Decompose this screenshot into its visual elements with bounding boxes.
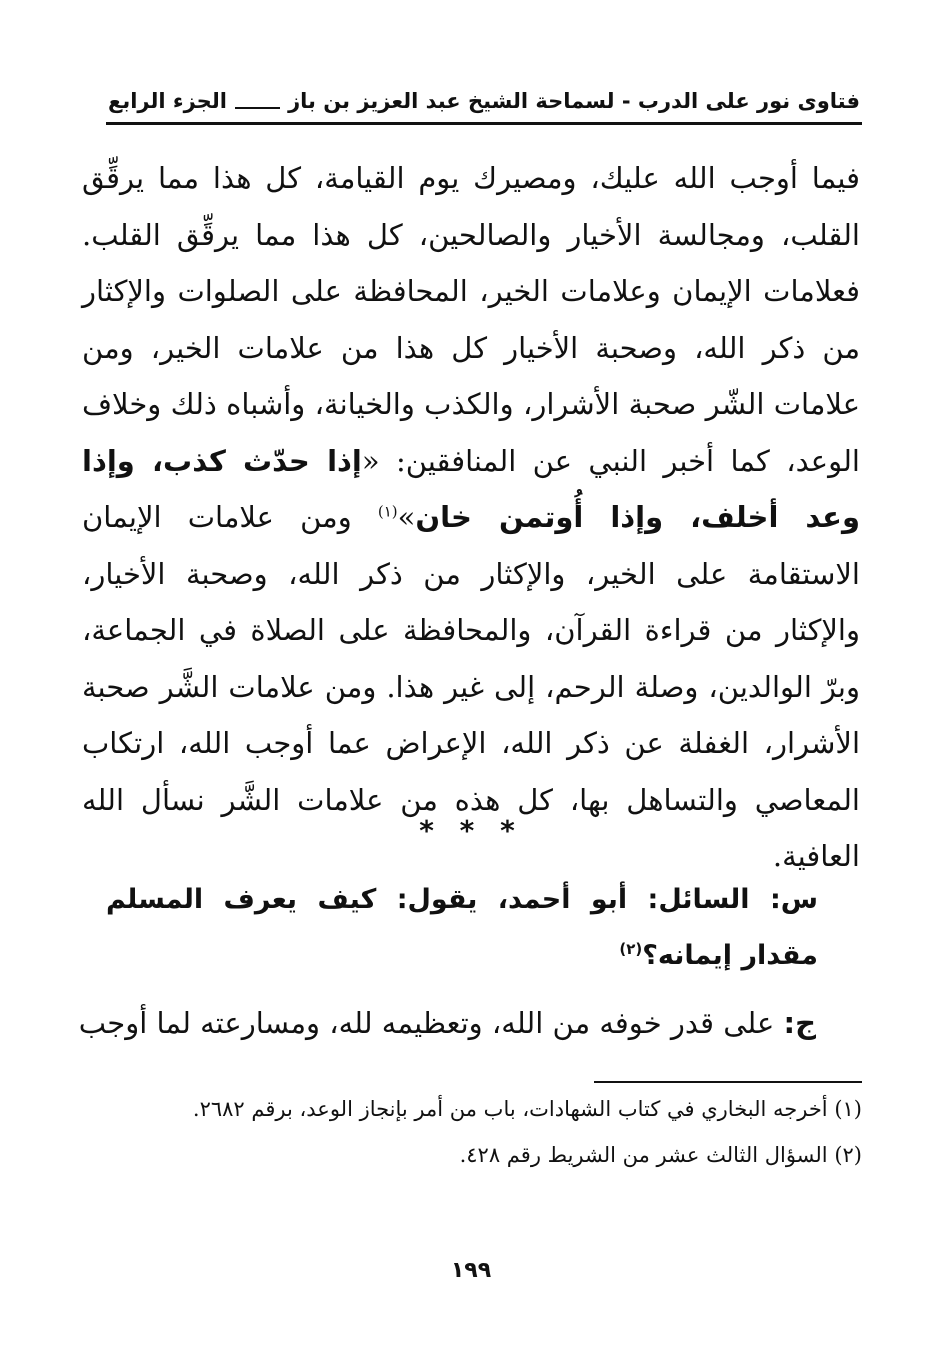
answer-continuation-paragraph	[82, 150, 860, 885]
footnote-2: (٢) السؤال الثالث عشر من الشريط رقم ٤٢٨.	[459, 1143, 862, 1167]
header-separator	[106, 122, 862, 125]
footnote-rule	[594, 1081, 862, 1083]
main-text	[82, 150, 860, 885]
section-separator: * * *	[419, 814, 523, 847]
question-marker: س:	[769, 884, 818, 915]
footnotes	[82, 1088, 862, 1180]
footnote-ref-2: (٢)	[619, 940, 643, 958]
header-rule	[235, 93, 280, 109]
paragraph-text: فيما أوجب الله عليك، ومصيرك يوم القيامة، كل هذا مما يرقِّق القلب، ومجالسة الأخيار والصالحين، كل هذا مما يرقِّق القلب. فعلامات الإيمان وعلامات الخير، المحافظة على الصلوات والإكثار من ذكر الله، وصحبة الأخيار كل هذا من علامات الخير، ومن علامات الشّر صحبة الأشرار، والكذب والخيانة، وأشباه ذلك وخلاف الوعد، كما أخبر النبي عن المنافقين: «	[82, 161, 860, 478]
page-number: ١٩٩	[450, 1258, 492, 1283]
answer-marker: ج:	[783, 1006, 816, 1040]
footnote-ref-1: (١)	[377, 502, 398, 521]
question-block	[106, 872, 818, 984]
footnote-1: (١) أخرجه البخاري في كتاب الشهادات، باب من أمر بإنجاز الوعد، برقم ٢٦٨٢.	[192, 1097, 862, 1121]
paragraph-text-continued: ومن علامات الإيمان الاستقامة على الخير، والإكثار من ذكر الله، وصحبة الأخيار، والإكثار من قراءة القرآن، والمحافظة على الصلاة في الجماعة، وبرّ الوالدين، وصلة الرحم، إلى غير هذا. ومن علامات الشَّر صحبة الأشرار، الغفلة عن ذكر الله، الإعراض عما أوجب الله، ارتكاب المعاصي والتساهل بها، كل هذه من علامات الشَّر نسأل الله العافية.	[82, 500, 860, 873]
quote-close: »	[397, 500, 416, 534]
question-text: السائل: أبو أحمد، يقول: كيف يعرف المسلم مقدار إيمانه؟	[106, 884, 818, 971]
header-book-title: فتاوى نور على الدرب - لسماحة الشيخ عبد العزيز بن باز	[288, 89, 860, 113]
answer-text: على قدر خوفه من الله، وتعظيمه لله، ومسارعته لما أوجب	[78, 1006, 784, 1040]
hadith-quote: إذا حدّث كذب، وإذا وعد أخلف، وإذا أُوتمن خان	[82, 443, 860, 534]
header-volume: الجزء الرابع	[108, 89, 227, 113]
answer-block	[78, 995, 816, 1051]
running-header	[108, 84, 860, 118]
